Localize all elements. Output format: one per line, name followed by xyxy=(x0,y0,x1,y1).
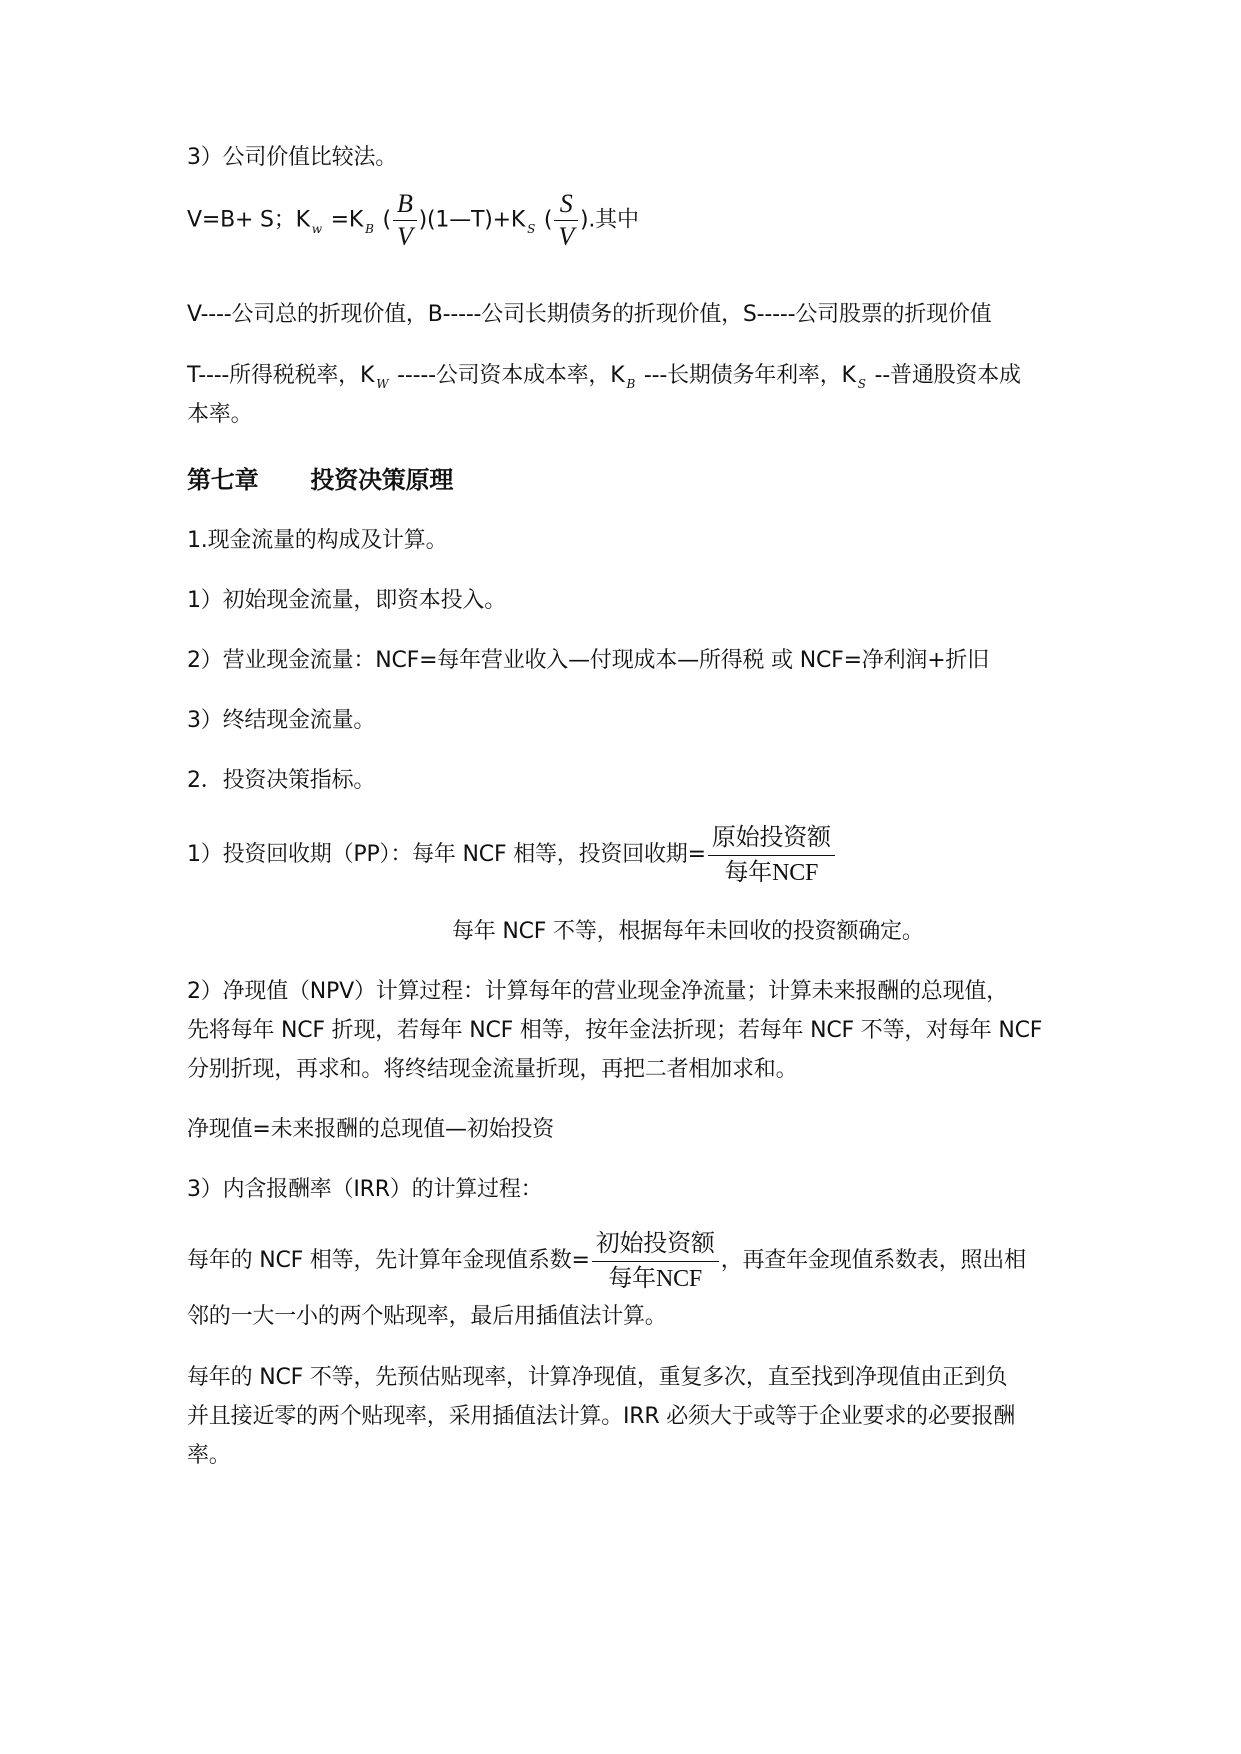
indicators-title: 2．投资决策指标。 xyxy=(187,768,376,793)
cashflow-item-3: 3）终结现金流量。 xyxy=(187,708,376,733)
fraction-payback: $\frac{\text{原始投资额}}{\text{每年NCF}}$ xyxy=(708,823,835,888)
npv-line-3: 分别折现，再求和。将终结现金流量折现，再把二者相加求和。 xyxy=(187,1057,798,1082)
irr-title: 3）内含报酬率（IRR）的计算过程： xyxy=(187,1177,543,1202)
formula-wacc: V=B+ S；K $_w$ =K $_B$ ( $\frac{B}{V}$ )(1—T)+K $_S$ ( $\frac{S}{V}$ ).其中 xyxy=(187,189,639,251)
chapter-heading: 第七章 投资决策原理 xyxy=(187,466,454,494)
section-3-title: 3）公司价值比较法。 xyxy=(187,145,397,170)
cashflow-title: 1.现金流量的构成及计算。 xyxy=(187,528,448,553)
fraction-annuity: $\frac{\text{初始投资额}}{\text{每年NCF}}$ xyxy=(592,1229,719,1294)
irr-unequal-2: 并且接近零的两个贴现率，采用插值法计算。IRR 必须大于或等于企业要求的必要报酬 xyxy=(187,1404,1016,1429)
definitions-line-1: V----公司总的折现价值，B-----公司长期债务的折现价值，S-----公司股票的折现价值 xyxy=(187,302,992,327)
npv-line-2: 先将每年 NCF 折现，若每年 NCF 相等，按年金法折现；若每年 NCF 不等，对每年 NCF xyxy=(187,1018,1043,1043)
irr-unequal-1: 每年的 NCF 不等，先预估贴现率，计算净现值，重复多次，直至找到净现值由正到负 xyxy=(187,1365,1008,1390)
cashflow-item-1: 1）初始现金流量，即资本投入。 xyxy=(187,588,506,613)
irr-unequal-3: 率。 xyxy=(187,1443,231,1468)
payback-period: 1）投资回收期（PP）：每年 NCF 相等，投资回收期= $\frac{\text{原始投资额}}{\text{每年NCF}}$ xyxy=(187,820,837,890)
irr-equal-cont: 邻的一大一小的两个贴现率，最后用插值法计算。 xyxy=(187,1304,667,1329)
npv-formula: 净现值=未来报酬的总现值—初始投资 xyxy=(187,1117,555,1142)
irr-equal: 每年的 NCF 相等，先计算年金现值系数= $\frac{\text{初始投资额}}{\text{每年NCF}}$ ，再查年金现值系数表，照出相 xyxy=(187,1230,1026,1292)
fraction-s-over-v: $\frac{S}{V}$ xyxy=(554,190,578,251)
definitions-line-3: 本率。 xyxy=(187,402,253,427)
payback-unequal: 每年 NCF 不等，根据每年未回收的投资额确定。 xyxy=(452,919,924,944)
cashflow-item-2: 2）营业现金流量：NCF=每年营业收入—付现成本—所得税 或 NCF=净利润+折旧 xyxy=(187,648,990,673)
npv-line-1: 2）净现值（NPV）计算过程：计算每年的营业现金净流量；计算未来报酬的总现值， xyxy=(187,979,1008,1004)
definitions-line-2: T----所得税税率，K $_W$ -----公司资本成本率，K $_B$ ---长期债务年利率，K $_S$ --普通股资本成 xyxy=(187,363,1021,391)
fraction-b-over-v: $\frac{B}{V}$ xyxy=(393,190,417,251)
